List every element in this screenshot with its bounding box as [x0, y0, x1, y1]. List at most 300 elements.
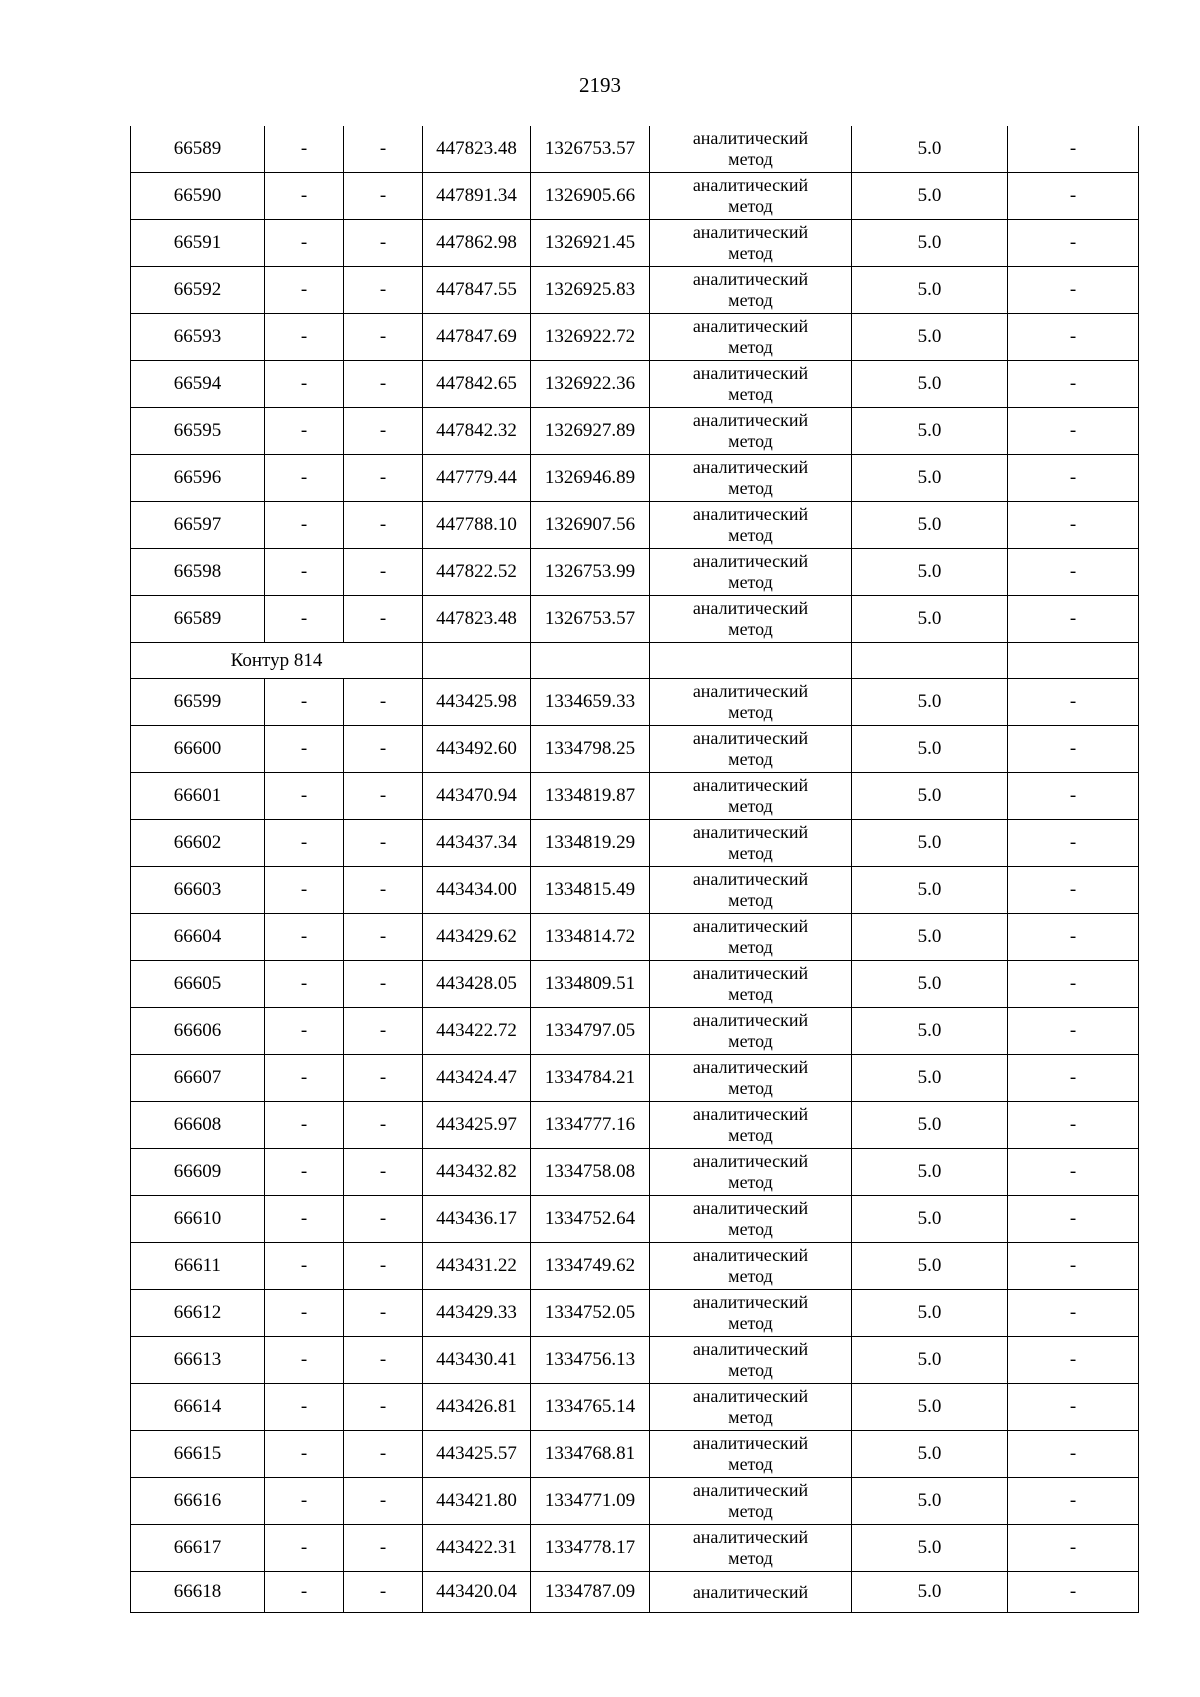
note-cell: - [1008, 773, 1139, 820]
point-id-cell: 66612 [131, 1290, 265, 1337]
note-cell: - [1008, 220, 1139, 267]
point-id-cell: 66608 [131, 1102, 265, 1149]
dash-cell: - [344, 455, 423, 502]
table-row [131, 820, 1139, 867]
point-id-cell: 66594 [131, 361, 265, 408]
point-id-cell: 66592 [131, 267, 265, 314]
y-coordinate-cell: 1334752.64 [531, 1196, 650, 1243]
method-text: метод [728, 196, 773, 216]
method-cell [650, 1149, 852, 1196]
x-coordinate-cell: 443424.47 [423, 1055, 531, 1102]
method-cell [650, 1290, 852, 1337]
point-id-cell: 66598 [131, 549, 265, 596]
method-cell [650, 1008, 852, 1055]
note-cell: - [1008, 1478, 1139, 1525]
y-coordinate-cell: 1326922.72 [531, 314, 650, 361]
accuracy-cell: 5.0 [852, 1572, 1008, 1613]
table-row [131, 1243, 1139, 1290]
method-text: аналитический [692, 1480, 809, 1500]
method-text: метод [728, 290, 773, 310]
y-coordinate-cell: 1326921.45 [531, 220, 650, 267]
accuracy-cell: 5.0 [852, 961, 1008, 1008]
x-coordinate-cell: 447862.98 [423, 220, 531, 267]
note-cell: - [1008, 961, 1139, 1008]
accuracy-cell: 5.0 [852, 1290, 1008, 1337]
dash-cell: - [344, 314, 423, 361]
dash-cell: - [265, 773, 344, 820]
method-text: аналитический [692, 728, 809, 748]
method-cell [650, 173, 852, 220]
dash-cell: - [265, 596, 344, 643]
y-coordinate-cell: 1326922.36 [531, 361, 650, 408]
table-row [131, 173, 1139, 220]
method-text: метод [728, 384, 773, 404]
table-row [131, 867, 1139, 914]
point-id-cell: 66589 [131, 596, 265, 643]
x-coordinate-cell: 443428.05 [423, 961, 531, 1008]
x-coordinate-cell: 447822.52 [423, 549, 531, 596]
point-id-cell: 66595 [131, 408, 265, 455]
dash-cell: - [344, 1572, 423, 1613]
point-id-cell: 66616 [131, 1478, 265, 1525]
table-row [131, 1008, 1139, 1055]
method-cell [650, 408, 852, 455]
y-coordinate-cell: 1334798.25 [531, 726, 650, 773]
page-number: 2193 [579, 73, 621, 97]
note-cell: - [1008, 1337, 1139, 1384]
note-cell: - [1008, 408, 1139, 455]
x-coordinate-cell: 447847.69 [423, 314, 531, 361]
dash-cell: - [344, 502, 423, 549]
y-coordinate-cell: 1334814.72 [531, 914, 650, 961]
accuracy-cell: 5.0 [852, 1384, 1008, 1431]
dash-cell: - [344, 679, 423, 726]
method-cell [650, 596, 852, 643]
x-coordinate-cell: 443470.94 [423, 773, 531, 820]
note-cell: - [1008, 914, 1139, 961]
method-cell [650, 1478, 852, 1525]
dash-cell: - [265, 1478, 344, 1525]
y-coordinate-cell: 1334815.49 [531, 867, 650, 914]
y-coordinate-cell: 1326753.57 [531, 596, 650, 643]
note-cell: - [1008, 549, 1139, 596]
note-cell: - [1008, 1431, 1139, 1478]
method-text: метод [728, 890, 773, 910]
method-cell [650, 220, 852, 267]
dash-cell: - [265, 726, 344, 773]
table-row [131, 220, 1139, 267]
dash-cell: - [344, 267, 423, 314]
accuracy-cell: 5.0 [852, 1431, 1008, 1478]
note-cell: - [1008, 126, 1139, 173]
dash-cell: - [344, 126, 423, 173]
empty-cell [650, 643, 852, 679]
y-coordinate-cell: 1334784.21 [531, 1055, 650, 1102]
method-text: аналитический [692, 551, 809, 571]
x-coordinate-cell: 443432.82 [423, 1149, 531, 1196]
point-id-cell: 66609 [131, 1149, 265, 1196]
table-row [131, 679, 1139, 726]
method-text: метод [728, 1172, 773, 1192]
dash-cell: - [344, 1431, 423, 1478]
note-cell: - [1008, 1149, 1139, 1196]
method-text: аналитический [692, 681, 809, 701]
x-coordinate-cell: 447842.32 [423, 408, 531, 455]
dash-cell: - [265, 1572, 344, 1613]
method-text: аналитический [692, 1010, 809, 1030]
method-text: аналитический [692, 457, 809, 477]
accuracy-cell: 5.0 [852, 867, 1008, 914]
point-id-cell: 66617 [131, 1525, 265, 1572]
method-cell [650, 267, 852, 314]
x-coordinate-cell: 443430.41 [423, 1337, 531, 1384]
dash-cell: - [265, 867, 344, 914]
y-coordinate-cell: 1334756.13 [531, 1337, 650, 1384]
method-cell [650, 1572, 852, 1613]
x-coordinate-cell: 443425.57 [423, 1431, 531, 1478]
dash-cell: - [265, 1431, 344, 1478]
table-row [131, 773, 1139, 820]
method-cell [650, 867, 852, 914]
dash-cell: - [344, 1008, 423, 1055]
dash-cell: - [344, 1055, 423, 1102]
point-id-cell: 66597 [131, 502, 265, 549]
method-cell [650, 1384, 852, 1431]
method-text: метод [728, 525, 773, 545]
method-text: аналитический [692, 410, 809, 430]
dash-cell: - [265, 455, 344, 502]
table-row [131, 408, 1139, 455]
method-text: аналитический [692, 504, 809, 524]
y-coordinate-cell: 1334778.17 [531, 1525, 650, 1572]
method-text: метод [728, 843, 773, 863]
method-text: метод [728, 337, 773, 357]
point-id-cell: 66602 [131, 820, 265, 867]
method-text: метод [728, 1360, 773, 1380]
table-row [131, 267, 1139, 314]
x-coordinate-cell: 443434.00 [423, 867, 531, 914]
accuracy-cell: 5.0 [852, 1149, 1008, 1196]
table-row [131, 502, 1139, 549]
note-cell: - [1008, 455, 1139, 502]
x-coordinate-cell: 443429.33 [423, 1290, 531, 1337]
y-coordinate-cell: 1334777.16 [531, 1102, 650, 1149]
accuracy-cell: 5.0 [852, 596, 1008, 643]
method-cell [650, 549, 852, 596]
method-text: аналитический [692, 598, 809, 618]
accuracy-cell: 5.0 [852, 1525, 1008, 1572]
note-cell: - [1008, 1243, 1139, 1290]
table-row [131, 726, 1139, 773]
point-id-cell: 66604 [131, 914, 265, 961]
method-cell [650, 820, 852, 867]
method-cell [650, 914, 852, 961]
note-cell: - [1008, 502, 1139, 549]
dash-cell: - [265, 173, 344, 220]
dash-cell: - [265, 1290, 344, 1337]
method-text: аналитический [692, 775, 809, 795]
accuracy-cell: 5.0 [852, 1478, 1008, 1525]
method-cell [650, 1525, 852, 1572]
dash-cell: - [265, 220, 344, 267]
y-coordinate-cell: 1326753.57 [531, 126, 650, 173]
accuracy-cell: 5.0 [852, 408, 1008, 455]
y-coordinate-cell: 1334768.81 [531, 1431, 650, 1478]
dash-cell: - [344, 726, 423, 773]
y-coordinate-cell: 1334787.09 [531, 1572, 650, 1613]
method-text: метод [728, 1031, 773, 1051]
x-coordinate-cell: 447891.34 [423, 173, 531, 220]
accuracy-cell: 5.0 [852, 220, 1008, 267]
accuracy-cell: 5.0 [852, 361, 1008, 408]
method-text: аналитический [692, 1104, 809, 1124]
y-coordinate-cell: 1334765.14 [531, 1384, 650, 1431]
dash-cell: - [344, 1290, 423, 1337]
method-text: аналитический [692, 1151, 809, 1171]
method-text: метод [728, 937, 773, 957]
dash-cell: - [265, 1384, 344, 1431]
point-id-cell: 66613 [131, 1337, 265, 1384]
dash-cell: - [344, 408, 423, 455]
method-text: аналитический [692, 1433, 809, 1453]
y-coordinate-cell: 1334819.87 [531, 773, 650, 820]
x-coordinate-cell: 443431.22 [423, 1243, 531, 1290]
method-text: аналитический [692, 175, 809, 195]
dash-cell: - [265, 126, 344, 173]
table-row [131, 1149, 1139, 1196]
method-text: метод [728, 1266, 773, 1286]
dash-cell: - [265, 267, 344, 314]
note-cell: - [1008, 1572, 1139, 1613]
point-id-cell: 66610 [131, 1196, 265, 1243]
y-coordinate-cell: 1326753.99 [531, 549, 650, 596]
x-coordinate-cell: 447779.44 [423, 455, 531, 502]
accuracy-cell: 5.0 [852, 1243, 1008, 1290]
accuracy-cell: 5.0 [852, 502, 1008, 549]
note-cell: - [1008, 1196, 1139, 1243]
x-coordinate-cell: 443436.17 [423, 1196, 531, 1243]
table-row [131, 314, 1139, 361]
y-coordinate-cell: 1334659.33 [531, 679, 650, 726]
x-coordinate-cell: 447823.48 [423, 596, 531, 643]
method-text: метод [728, 1219, 773, 1239]
method-cell [650, 1055, 852, 1102]
accuracy-cell: 5.0 [852, 126, 1008, 173]
method-text: аналитический [692, 316, 809, 336]
method-text: аналитический [692, 1339, 809, 1359]
table-row [131, 961, 1139, 1008]
dash-cell: - [344, 596, 423, 643]
point-id-cell: 66599 [131, 679, 265, 726]
contour-header-row [131, 643, 1139, 679]
table-row [131, 126, 1139, 173]
point-id-cell: 66593 [131, 314, 265, 361]
method-text: аналитический [692, 1292, 809, 1312]
method-cell [650, 1337, 852, 1384]
note-cell: - [1008, 596, 1139, 643]
dash-cell: - [265, 1008, 344, 1055]
method-cell [650, 773, 852, 820]
point-id-cell: 66614 [131, 1384, 265, 1431]
dash-cell: - [265, 1525, 344, 1572]
x-coordinate-cell: 443426.81 [423, 1384, 531, 1431]
method-text: аналитический [692, 1057, 809, 1077]
dash-cell: - [344, 820, 423, 867]
note-cell: - [1008, 867, 1139, 914]
point-id-cell: 66601 [131, 773, 265, 820]
method-cell [650, 1196, 852, 1243]
note-cell: - [1008, 1384, 1139, 1431]
dash-cell: - [344, 1384, 423, 1431]
table-row [131, 1337, 1139, 1384]
x-coordinate-cell: 443422.31 [423, 1525, 531, 1572]
accuracy-cell: 5.0 [852, 726, 1008, 773]
method-text: метод [728, 1313, 773, 1333]
y-coordinate-cell: 1326946.89 [531, 455, 650, 502]
dash-cell: - [344, 1478, 423, 1525]
method-cell [650, 1431, 852, 1478]
method-text: метод [728, 796, 773, 816]
method-text: аналитический [692, 269, 809, 289]
table-row [131, 1196, 1139, 1243]
accuracy-cell: 5.0 [852, 1055, 1008, 1102]
point-id-cell: 66607 [131, 1055, 265, 1102]
note-cell: - [1008, 726, 1139, 773]
table-row [131, 1525, 1139, 1572]
dash-cell: - [344, 1102, 423, 1149]
dash-cell: - [344, 1149, 423, 1196]
x-coordinate-cell: 443492.60 [423, 726, 531, 773]
dash-cell: - [344, 361, 423, 408]
dash-cell: - [265, 914, 344, 961]
table-row [131, 549, 1139, 596]
method-text: аналитический [692, 1245, 809, 1265]
y-coordinate-cell: 1326925.83 [531, 267, 650, 314]
y-coordinate-cell: 1334752.05 [531, 1290, 650, 1337]
table-row [131, 1431, 1139, 1478]
accuracy-cell: 5.0 [852, 1337, 1008, 1384]
method-text: метод [728, 1407, 773, 1427]
accuracy-cell: 5.0 [852, 549, 1008, 596]
point-id-cell: 66589 [131, 126, 265, 173]
note-cell: - [1008, 1008, 1139, 1055]
method-text: аналитический [692, 1581, 809, 1602]
method-cell [650, 502, 852, 549]
x-coordinate-cell: 443437.34 [423, 820, 531, 867]
method-text: аналитический [692, 363, 809, 383]
method-text: метод [728, 749, 773, 769]
point-id-cell: 66606 [131, 1008, 265, 1055]
accuracy-cell: 5.0 [852, 1102, 1008, 1149]
method-text: аналитический [692, 963, 809, 983]
y-coordinate-cell: 1334758.08 [531, 1149, 650, 1196]
dash-cell: - [265, 820, 344, 867]
table-row [131, 914, 1139, 961]
point-id-cell: 66605 [131, 961, 265, 1008]
method-text: метод [728, 431, 773, 451]
note-cell: - [1008, 173, 1139, 220]
note-cell: - [1008, 1290, 1139, 1337]
y-coordinate-cell: 1334809.51 [531, 961, 650, 1008]
x-coordinate-cell: 443425.97 [423, 1102, 531, 1149]
dash-cell: - [344, 867, 423, 914]
note-cell: - [1008, 1102, 1139, 1149]
table-row [131, 1102, 1139, 1149]
table-row [131, 361, 1139, 408]
x-coordinate-cell: 447842.65 [423, 361, 531, 408]
accuracy-cell: 5.0 [852, 314, 1008, 361]
contour-label: Контур 814 [131, 643, 423, 679]
dash-cell: - [265, 314, 344, 361]
x-coordinate-cell: 443422.72 [423, 1008, 531, 1055]
dash-cell: - [265, 1196, 344, 1243]
dash-cell: - [265, 679, 344, 726]
dash-cell: - [265, 1055, 344, 1102]
method-cell [650, 314, 852, 361]
x-coordinate-cell: 447823.48 [423, 126, 531, 173]
dash-cell: - [265, 549, 344, 596]
accuracy-cell: 5.0 [852, 773, 1008, 820]
accuracy-cell: 5.0 [852, 267, 1008, 314]
accuracy-cell: 5.0 [852, 914, 1008, 961]
note-cell: - [1008, 267, 1139, 314]
point-id-cell: 66596 [131, 455, 265, 502]
method-cell [650, 961, 852, 1008]
coordinates-table [130, 126, 1139, 1613]
y-coordinate-cell: 1326907.56 [531, 502, 650, 549]
x-coordinate-cell: 443429.62 [423, 914, 531, 961]
table-row [131, 455, 1139, 502]
dash-cell: - [344, 1525, 423, 1572]
method-text: метод [728, 478, 773, 498]
dash-cell: - [344, 1243, 423, 1290]
method-text: метод [728, 1501, 773, 1521]
y-coordinate-cell: 1334819.29 [531, 820, 650, 867]
method-text: аналитический [692, 1527, 809, 1547]
dash-cell: - [344, 220, 423, 267]
method-text: метод [728, 1125, 773, 1145]
method-text: аналитический [692, 822, 809, 842]
dash-cell: - [344, 914, 423, 961]
note-cell: - [1008, 314, 1139, 361]
dash-cell: - [344, 1196, 423, 1243]
dash-cell: - [344, 1337, 423, 1384]
accuracy-cell: 5.0 [852, 679, 1008, 726]
point-id-cell: 66611 [131, 1243, 265, 1290]
method-cell [650, 361, 852, 408]
accuracy-cell: 5.0 [852, 1008, 1008, 1055]
dash-cell: - [344, 549, 423, 596]
method-text: метод [728, 984, 773, 1004]
method-cell [650, 1102, 852, 1149]
x-coordinate-cell: 447847.55 [423, 267, 531, 314]
dash-cell: - [265, 408, 344, 455]
method-cell [650, 679, 852, 726]
point-id-cell: 66590 [131, 173, 265, 220]
method-text: метод [728, 1454, 773, 1474]
method-text: метод [728, 702, 773, 722]
dash-cell: - [265, 1149, 344, 1196]
table-row [131, 1290, 1139, 1337]
y-coordinate-cell: 1334749.62 [531, 1243, 650, 1290]
note-cell: - [1008, 820, 1139, 867]
table-row [131, 1572, 1139, 1613]
point-id-cell: 66591 [131, 220, 265, 267]
dash-cell: - [265, 502, 344, 549]
note-cell: - [1008, 361, 1139, 408]
method-text: аналитический [692, 916, 809, 936]
dash-cell: - [265, 1337, 344, 1384]
